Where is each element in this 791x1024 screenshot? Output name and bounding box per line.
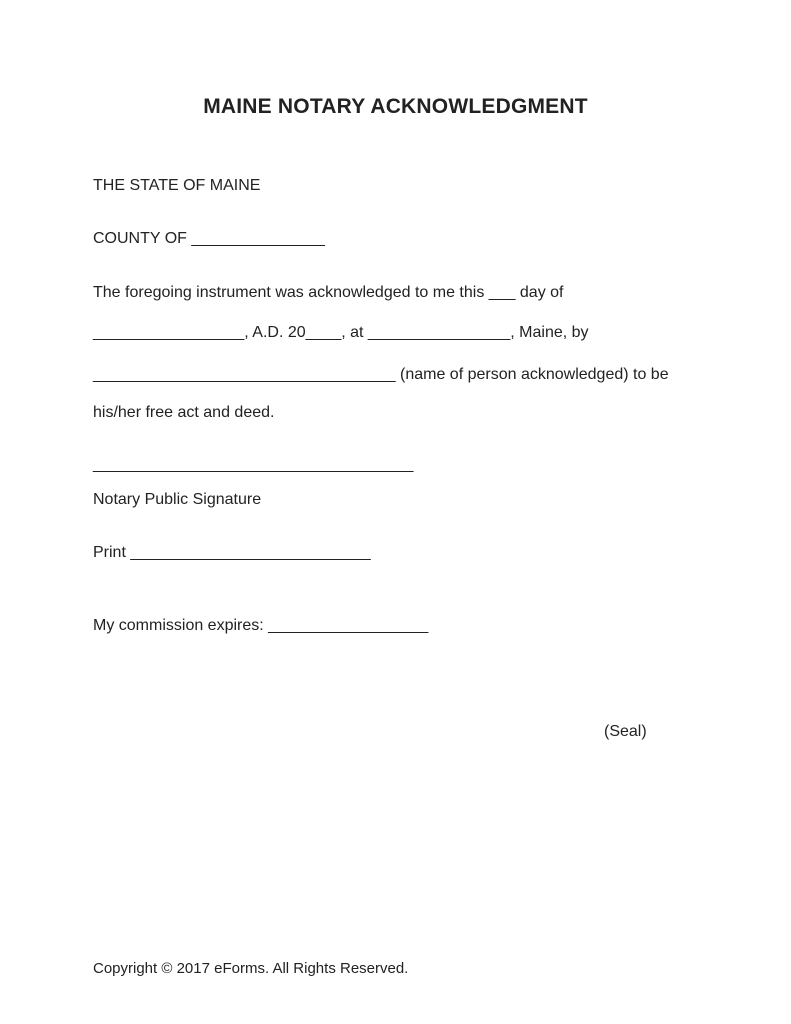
person-line: __________________________________ (name of person acknowledged) to be — [93, 366, 669, 383]
instrument-line: The foregoing instrument was acknowledged to me this ___ day of — [93, 284, 564, 301]
commission-line: My commission expires: __________________ — [93, 617, 429, 634]
date-place-line: _________________, A.D. 20____, at ________________, Maine, by — [93, 324, 589, 341]
county-line: COUNTY OF _______________ — [93, 230, 325, 247]
document-title: MAINE NOTARY ACKNOWLEDGMENT — [203, 95, 588, 118]
deed-line: his/her free act and deed. — [93, 404, 275, 421]
state-line: THE STATE OF MAINE — [93, 177, 261, 194]
signature-blank: ____________________________________ — [93, 456, 414, 473]
print-line: Print ___________________________ — [93, 544, 371, 561]
copyright-footer: Copyright © 2017 eForms. All Rights Reserved. — [93, 960, 409, 977]
signature-label: Notary Public Signature — [93, 491, 262, 508]
seal-label: (Seal) — [604, 723, 647, 740]
